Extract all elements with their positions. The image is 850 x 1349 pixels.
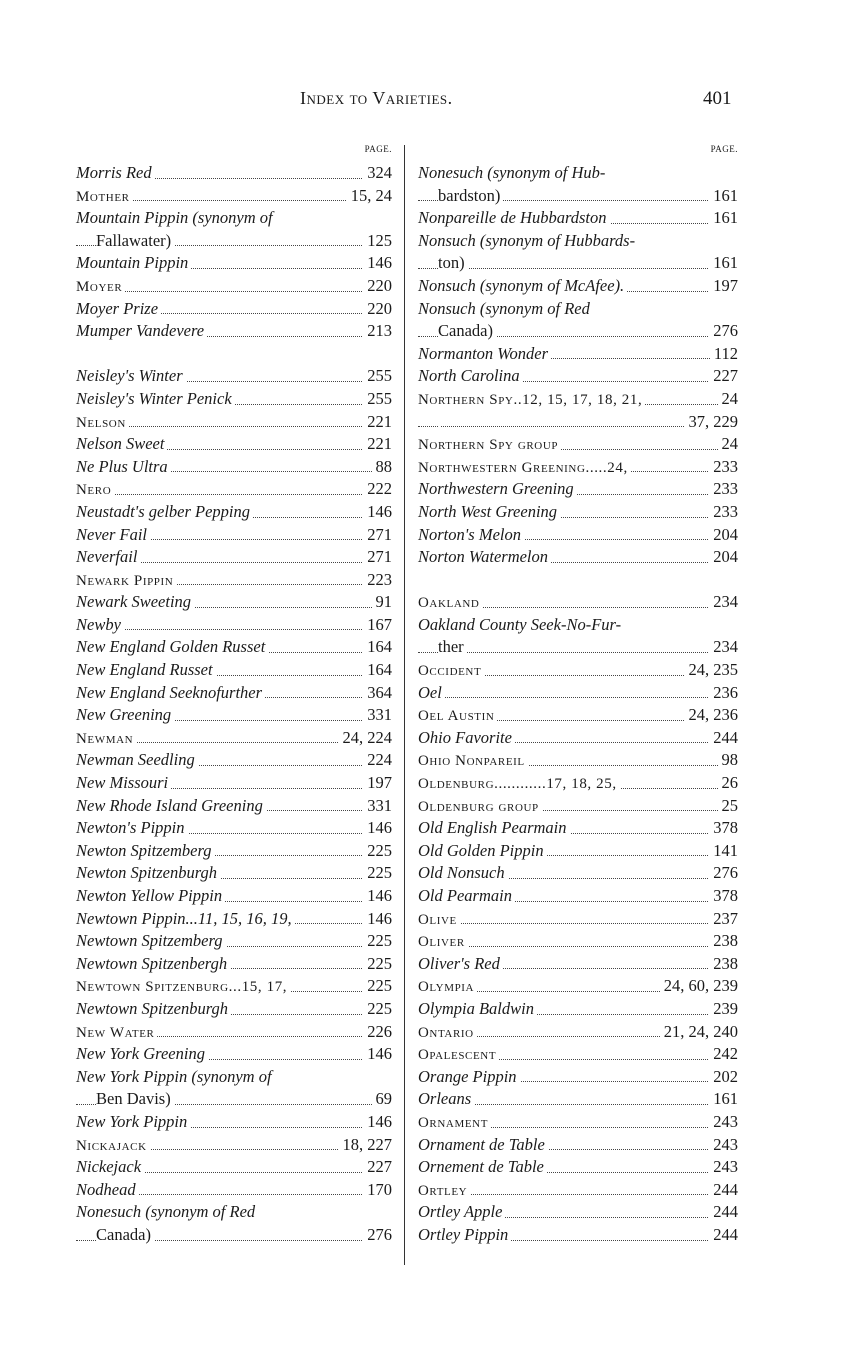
entry-term: Canada) [96,1225,154,1244]
entry-term: Newtown Spitzenburg...15, 17, [76,979,290,995]
entry-term: Northwestern Greening.....24, [418,460,631,476]
entry-pages: 221 [363,411,392,434]
entry-pages: 164 [363,659,392,682]
column-divider [404,145,405,1265]
entry-pages: 24, 60, 239 [660,975,738,998]
entry-pages: 98 [718,749,739,772]
index-entry [76,1156,392,1179]
entry-term: Newtown Spitzenbergh [76,954,230,973]
entry-pages: 204 [709,524,738,547]
entry-term: Oakland County Seek-No-Fur- [418,615,624,634]
index-entry [418,365,738,388]
index-entry [76,388,392,411]
index-entry [76,682,392,705]
entry-pages: 242 [709,1043,738,1066]
entry-term: Newman Seedling [76,750,198,769]
entry-pages: 221 [363,433,392,456]
index-entry [418,1021,738,1044]
index-column-left [76,144,392,1247]
index-entry [418,230,738,253]
entry-pages: 276 [363,1224,392,1247]
entry-term: Oel Austin [418,708,497,724]
index-entry [418,546,738,569]
index-entry [418,343,738,366]
index-entry [418,456,738,479]
entry-pages: 213 [363,320,392,343]
index-entry [76,704,392,727]
index-entry [76,749,392,772]
entry-term: Neverfail [76,547,140,566]
entry-term: Newton Spitzenburgh [76,863,220,882]
entry-term: Normanton Wonder [418,344,551,363]
entry-term: Newark Pippin [76,573,176,589]
index-entry [418,411,738,434]
index-entry [76,908,392,931]
index-entry [418,975,738,998]
entry-term: Ortley Apple [418,1202,505,1221]
entry-pages: 331 [363,704,392,727]
entry-pages: 331 [363,795,392,818]
entry-term: Norton's Melon [418,525,524,544]
entry-pages: 161 [709,1088,738,1111]
index-entry [76,1134,392,1157]
entry-pages: 378 [709,885,738,908]
index-entry [76,433,392,456]
index-entry [76,930,392,953]
entry-term: Ohio Nonpareil [418,753,528,769]
index-entry [76,1066,392,1089]
index-entry [418,501,738,524]
entry-pages: 164 [363,636,392,659]
entry-term: Moyer Prize [76,299,161,318]
index-entry [418,524,738,547]
entry-term: Newtown Pippin...11, 15, 16, 19, [76,909,295,928]
index-entry [76,953,392,976]
entry-term: North West Greening [418,502,560,521]
entry-term: Mountain Pippin [76,253,191,272]
entry-term [438,412,441,431]
section-gap [418,569,738,592]
index-entry [418,1224,738,1247]
entry-term: Nickejack [76,1157,144,1176]
entry-pages: 271 [363,546,392,569]
index-entry [418,275,738,298]
entry-term: New York Pippin (synonym of [76,1067,275,1086]
entry-term: Nelson Sweet [76,434,167,453]
entry-pages: 146 [363,1111,392,1134]
entry-pages: 91 [372,591,393,614]
entry-term: Mountain Pippin (synonym of [76,208,276,227]
index-entry [418,704,738,727]
entry-pages: 244 [709,1179,738,1202]
entry-pages: 146 [363,1043,392,1066]
entry-pages: 236 [709,682,738,705]
entry-pages: 239 [709,998,738,1021]
entry-term: Old Golden Pippin [418,841,547,860]
index-entry [76,817,392,840]
index-entry [418,795,738,818]
entry-term: New York Pippin [76,1112,190,1131]
entry-term: Mumper Vandevere [76,321,207,340]
entry-term: Ornament [418,1115,491,1131]
entry-term: Oliver's Red [418,954,503,973]
entry-term: Oel [418,683,445,702]
entry-term: Ben Davis) [96,1089,174,1108]
entry-pages: 324 [363,162,392,185]
entry-term: Ne Plus Ultra [76,457,171,476]
index-entry [76,230,392,253]
entry-term: Northern Spy..12, 15, 17, 18, 21, [418,392,645,408]
index-entry [76,1179,392,1202]
entry-term: Newtown Spitzenburgh [76,999,231,1018]
dot-leader [418,697,738,698]
index-entry [76,275,392,298]
index-entry [76,591,392,614]
entry-term: New England Russet [76,660,216,679]
index-entry [418,433,738,456]
entry-term: Oldenburg group [418,799,542,815]
entry-pages: 24, 236 [685,704,739,727]
entry-term: Never Fail [76,525,150,544]
page-number: 401 [703,88,732,109]
entry-pages: 233 [709,501,738,524]
index-entry [418,1201,738,1224]
entry-term: Nero [76,482,114,498]
entry-term: New Greening [76,705,174,724]
entry-term: Newtown Spitzemberg [76,931,226,950]
entry-pages: 226 [363,1021,392,1044]
running-title: Index to Varieties. [300,88,453,108]
entry-term: New England Golden Russet [76,637,268,656]
entry-term: Newman [76,731,136,747]
index-entry [76,862,392,885]
entry-term: Mother [76,189,133,205]
entry-pages: 24, 224 [339,727,393,750]
entry-term: Newton Yellow Pippin [76,886,225,905]
entry-pages: 146 [363,252,392,275]
entry-pages: 24 [718,388,739,411]
entry-term: Orleans [418,1089,474,1108]
index-entry [418,298,738,321]
entry-term: Orange Pippin [418,1067,520,1086]
entry-pages: 243 [709,1156,738,1179]
entry-term: Ohio Favorite [418,728,515,747]
index-entry [76,185,392,208]
index-entry [76,298,392,321]
index-column-right [418,144,738,1247]
entry-pages: 146 [363,817,392,840]
entry-term: Nonesuch (synonym of Red [76,1202,258,1221]
entry-pages: 225 [363,998,392,1021]
entry-pages: 222 [363,478,392,501]
entry-pages: 88 [372,456,393,479]
index-entry [418,682,738,705]
entry-term: Moyer [76,279,125,295]
entry-term: Ornement de Table [418,1157,547,1176]
index-entry [418,930,738,953]
page-column-label: PAGE. [710,144,738,154]
entry-pages: 167 [363,614,392,637]
entry-pages: 125 [363,230,392,253]
entry-pages: 364 [363,682,392,705]
entry-pages: 141 [709,840,738,863]
entry-term: Olive [418,912,460,928]
index-entry [76,727,392,750]
index-entry [76,1224,392,1247]
index-entry [76,975,392,998]
entry-pages: 243 [709,1111,738,1134]
entry-pages: 37, 229 [685,411,739,434]
index-entry [418,885,738,908]
index-entry [418,1134,738,1157]
index-entry [418,252,738,275]
entry-term: Newby [76,615,124,634]
entry-pages: 225 [363,840,392,863]
entry-term: Morris Red [76,163,155,182]
entry-term: Fallawater) [96,231,174,250]
entry-term: Opalescent [418,1047,499,1063]
index-entry [418,1111,738,1134]
entry-term: New Water [76,1025,157,1041]
entry-term: Ortley Pippin [418,1225,511,1244]
entry-term: Nonpareille de Hubbardston [418,208,610,227]
entry-term: Neisley's Winter [76,366,186,385]
entry-pages: 237 [709,908,738,931]
index-entry [76,1111,392,1134]
entry-pages: 161 [709,207,738,230]
entry-pages: 202 [709,1066,738,1089]
entry-pages: 69 [372,1088,393,1111]
index-entry [76,659,392,682]
index-entry [76,840,392,863]
entry-pages: 225 [363,975,392,998]
index-entry [76,795,392,818]
dot-leader [418,923,738,924]
entry-term: Nonsuch (synonym of Red [418,299,593,318]
index-entry [418,749,738,772]
entry-pages: 161 [709,252,738,275]
entry-pages: 146 [363,501,392,524]
index-entry [76,411,392,434]
entry-term: North Carolina [418,366,523,385]
entry-term: Newton Spitzemberg [76,841,215,860]
index-entry [76,320,392,343]
index-entry [76,365,392,388]
entry-term: Northwestern Greening [418,479,577,498]
entry-pages: 244 [709,1201,738,1224]
index-entry [76,614,392,637]
index-entry [418,614,738,637]
entry-pages: 204 [709,546,738,569]
entry-pages: 244 [709,1224,738,1247]
index-entry [76,636,392,659]
entry-term: Nonesuch (synonym of Hub- [418,163,608,182]
entry-term: Neustadt's gelber Pepping [76,502,253,521]
index-entry [418,320,738,343]
index-entry [76,162,392,185]
index-entry [76,546,392,569]
index-entry [418,1088,738,1111]
entry-pages: 238 [709,930,738,953]
entry-term: ther [438,637,467,656]
index-entry [418,636,738,659]
entry-term: Oliver [418,934,468,950]
entry-pages: 225 [363,953,392,976]
index-entry [76,885,392,908]
entry-pages: 255 [363,388,392,411]
entry-pages: 378 [709,817,738,840]
index-entry [418,162,738,185]
index-entry [76,1021,392,1044]
index-entry [418,388,738,411]
entry-term: Nonsuch (synonym of McAfee). [418,276,627,295]
entry-pages: 244 [709,727,738,750]
entry-pages: 220 [363,275,392,298]
entry-term: Nickajack [76,1138,150,1154]
index-entry [76,1043,392,1066]
index-entry [418,1043,738,1066]
index-entry [418,478,738,501]
dot-leader [76,494,392,495]
entry-pages: 243 [709,1134,738,1157]
entry-term: Oakland [418,595,482,611]
entry-term: New Missouri [76,773,171,792]
entry-term: Olympia [418,979,477,995]
entry-pages: 233 [709,456,738,479]
entry-term: Ornament de Table [418,1135,548,1154]
entry-pages: 15, 24 [347,185,392,208]
index-entry [418,727,738,750]
index-entry [418,659,738,682]
index-entry [76,456,392,479]
entry-pages: 276 [709,862,738,885]
running-header [0,88,850,118]
entry-term: bardston) [438,186,503,205]
entry-pages: 161 [709,185,738,208]
index-entry [76,1201,392,1224]
index-entry [418,1179,738,1202]
entry-pages: 170 [363,1179,392,1202]
index-entry [76,998,392,1021]
index-entry [418,185,738,208]
section-gap [76,343,392,366]
entry-term: Ortley [418,1183,470,1199]
entry-pages: 112 [710,343,738,366]
entry-pages: 197 [709,275,738,298]
index-entry [418,772,738,795]
entry-term: Newark Sweeting [76,592,194,611]
entry-term: New York Greening [76,1044,208,1063]
entry-pages: 225 [363,930,392,953]
entry-pages: 234 [709,591,738,614]
entry-term: Old Nonsuch [418,863,508,882]
entry-pages: 18, 227 [339,1134,393,1157]
index-entry [418,953,738,976]
entry-term: Occident [418,663,484,679]
entry-term: Old English Pearmain [418,818,570,837]
entry-pages: 24 [718,433,739,456]
entry-term: Nelson [76,415,129,431]
entry-pages: 146 [363,908,392,931]
entry-term: ton) [438,253,468,272]
entry-term: Ontario [418,1025,477,1041]
entry-pages: 197 [363,772,392,795]
entry-pages: 234 [709,636,738,659]
entry-pages: 24, 235 [685,659,739,682]
index-entry [418,1156,738,1179]
index-entry [76,569,392,592]
index-entry [418,840,738,863]
entry-term: New Rhode Island Greening [76,796,266,815]
entry-term: Oldenburg............17, 18, 25, [418,776,620,792]
index-entry [76,524,392,547]
entry-term: Northern Spy group [418,437,561,453]
index-entry [418,1066,738,1089]
entry-pages: 224 [363,749,392,772]
entry-pages: 276 [709,320,738,343]
index-entry [418,817,738,840]
entry-term: Neisley's Winter Penick [76,389,235,408]
entry-term: Newton's Pippin [76,818,188,837]
index-entry [418,207,738,230]
entry-pages: 26 [718,772,739,795]
entry-pages: 25 [718,795,739,818]
entry-pages: 225 [363,862,392,885]
index-entry [418,998,738,1021]
page-column-label: PAGE. [364,144,392,154]
entry-pages: 233 [709,478,738,501]
entry-term: Old Pearmain [418,886,515,905]
entry-pages: 238 [709,953,738,976]
index-entry [418,591,738,614]
entry-term: New England Seeknofurther [76,683,265,702]
entry-pages: 255 [363,365,392,388]
entry-term: Nonsuch (synonym of Hubbards- [418,231,638,250]
entry-pages: 227 [363,1156,392,1179]
entry-term: Olympia Baldwin [418,999,537,1018]
entry-pages: 227 [709,365,738,388]
entry-pages: 220 [363,298,392,321]
index-entry [76,772,392,795]
index-entry [76,501,392,524]
entry-pages: 271 [363,524,392,547]
index-entry [76,1088,392,1111]
index-entry [76,478,392,501]
entry-pages: 223 [363,569,392,592]
entry-pages: 146 [363,885,392,908]
index-entry [418,908,738,931]
entry-term: Canada) [438,321,496,340]
entry-term: Nodhead [76,1180,139,1199]
entry-pages: 21, 24, 240 [660,1021,738,1044]
index-entry [418,862,738,885]
entry-term: Norton Watermelon [418,547,551,566]
index-entry [76,207,392,230]
index-entry [76,252,392,275]
